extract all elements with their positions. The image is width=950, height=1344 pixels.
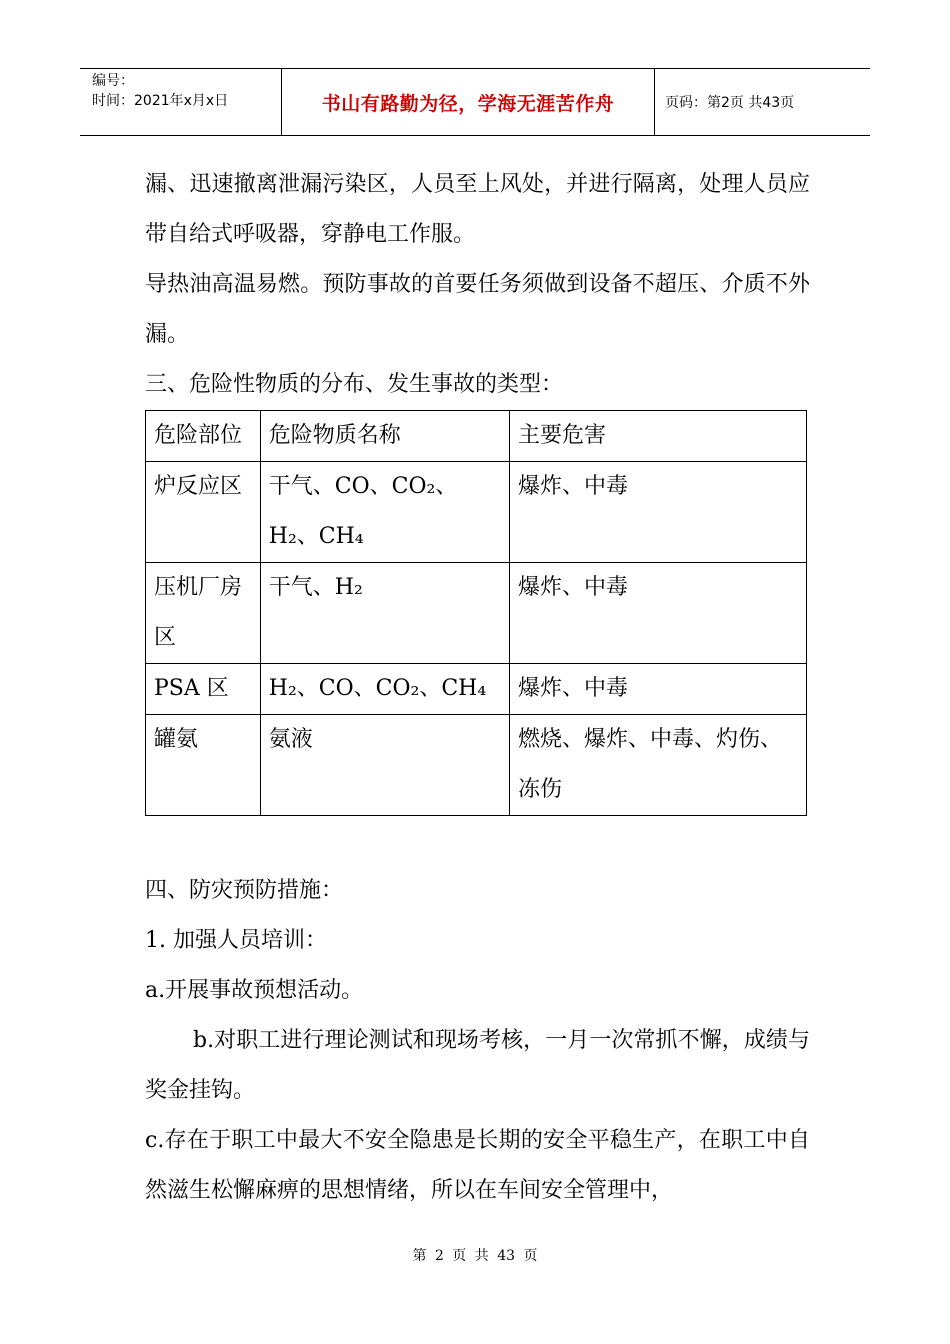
header-meta	[80, 69, 282, 135]
cell-substance: 干气、CO、CO₂、H₂、CH₄	[260, 462, 509, 563]
table-row	[146, 563, 807, 664]
paragraph-heat-oil: 导热油高温易燃。预防事故的首要任务须做到设备不超压、介质不外漏。	[145, 272, 810, 347]
cell-hazard: 爆炸、中毒	[510, 664, 807, 715]
spacer	[145, 816, 810, 866]
hazard-table	[145, 410, 807, 816]
table-header-substance: 危险物质名称	[260, 411, 509, 462]
cell-hazard: 爆炸、中毒	[510, 462, 807, 563]
cell-substance: 氨液	[260, 715, 509, 816]
cell-location: PSA 区	[146, 664, 261, 715]
header-page-info: 页码：第2页 共43页	[665, 95, 795, 111]
document-body	[145, 160, 810, 1216]
document-date: 时间：2021年x月x日	[92, 93, 229, 109]
table-row	[146, 664, 807, 715]
list-item-c: c.存在于职工中最大不安全隐患是长期的安全平稳生产，在职工中自然滋生松懈麻痹的思想情绪，所以在车间安全管理中，	[145, 1128, 810, 1203]
cell-location: 压机厂房区	[146, 563, 261, 664]
list-item-1: 1. 加强人员培训：	[145, 928, 327, 953]
table-header-location: 危险部位	[146, 411, 261, 462]
header-motto: 书山有路勤为径，学海无涯苦作舟	[282, 69, 655, 135]
table-header-hazard: 主要危害	[510, 411, 807, 462]
section-4-title: 四、防灾预防措施：	[145, 878, 344, 903]
cell-hazard: 燃烧、爆炸、中毒、灼伤、冻伤	[510, 715, 807, 816]
list-item-a: a.开展事故预想活动。	[145, 978, 364, 1003]
page-header	[80, 68, 870, 136]
section-3-title: 三、危险性物质的分布、发生事故的类型：	[145, 372, 564, 397]
table-header-row	[146, 411, 807, 462]
table-row	[146, 715, 807, 816]
cell-hazard: 爆炸、中毒	[510, 563, 807, 664]
cell-location: 炉反应区	[146, 462, 261, 563]
cell-location: 罐氨	[146, 715, 261, 816]
cell-substance: H₂、CO、CO₂、CH₄	[260, 664, 509, 715]
cell-substance: 干气、H₂	[260, 563, 509, 664]
table-row	[146, 462, 807, 563]
paragraph-leak-handling: 漏、迅速撤离泄漏污染区，人员至上风处，并进行隔离，处理人员应带自给式呼吸器，穿静电工作服。	[145, 172, 810, 247]
page-footer: 第 2 页 共 43 页	[412, 1248, 538, 1264]
list-item-b: b.对职工进行理论测试和现场考核，一月一次常抓不懈，成绩与奖金挂钩。	[145, 1028, 810, 1103]
document-number-label: 编号：	[92, 73, 134, 89]
